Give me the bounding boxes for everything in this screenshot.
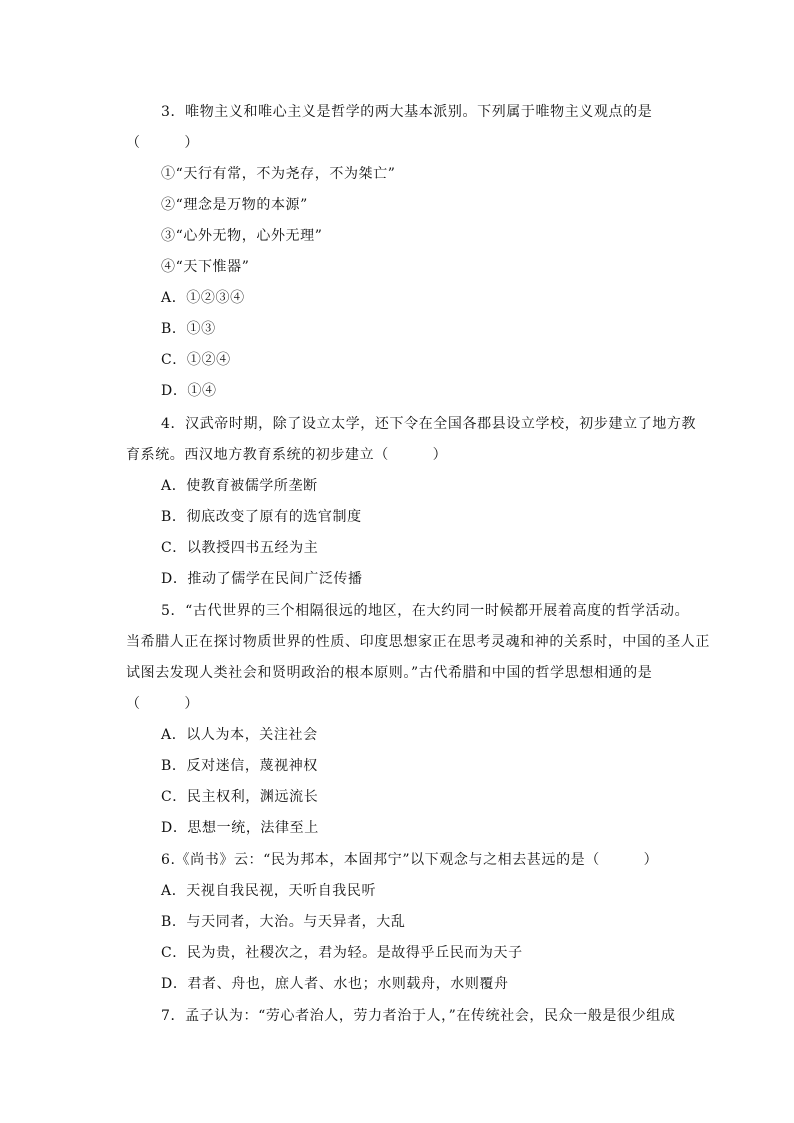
question-5-option-d: D．思想一统，法律至上 xyxy=(161,820,319,836)
question-3-option-d: D．①④ xyxy=(161,383,217,399)
question-3-option-b: B．①③ xyxy=(161,321,216,337)
question-5-option-a: A．以人为本，关注社会 xyxy=(161,727,318,743)
question-5-stem: 5．“古代世界的三个相隔很远的地区，在大约同一时候都开展着高度的哲学活动。 xyxy=(161,603,690,619)
question-4-option-a: A．使教育被儒学所垄断 xyxy=(161,478,318,494)
question-5-stem-cont-2: 试图去发现人类社会和贤明政治的根本原则。”古代希腊和中国的哲学思想相通的是 xyxy=(126,665,653,681)
question-5-stem-cont-1: 当希腊人正在探讨物质世界的性质、印度思想家正在思考灵魂和神的关系时，中国的圣人正 xyxy=(126,634,710,650)
question-6-stem: 6.《尚书》云：“民为邦本，本固邦宁”以下观念与之相去甚远的是（ ） xyxy=(161,852,659,868)
question-3-item-4: ④“天下惟器” xyxy=(161,259,250,275)
question-6-option-b: B．与天同者，大治。与天异者，大乱 xyxy=(161,914,406,930)
question-3-answer-blank: （ ） xyxy=(126,135,199,151)
question-5-answer-blank: （ ） xyxy=(126,696,199,712)
question-3-option-c: C．①②④ xyxy=(161,352,231,368)
question-3-option-a: A．①②③④ xyxy=(161,290,245,306)
question-3-item-1: ①“天行有常，不为尧存，不为桀亡” xyxy=(161,166,396,182)
question-4-stem-cont: 育系统。西汉地方教育系统的初步建立（ ） xyxy=(126,447,448,463)
question-6-option-a: A．天视自我民视，天听自我民听 xyxy=(161,883,377,899)
question-3-item-3: ③“心外无物，心外无理” xyxy=(161,228,323,244)
question-5-option-c: C．民主权利，渊远流长 xyxy=(161,789,319,805)
question-6-option-c: C．民为贵，社稷次之，君为轻。是故得乎丘民而为天子 xyxy=(161,945,523,961)
question-3-item-2: ②“理念是万物的本源” xyxy=(161,197,308,213)
question-4-option-d: D．推动了儒学在民间广泛传播 xyxy=(161,571,363,587)
question-6-option-d: D．君者、舟也，庶人者、水也；水则载舟，水则覆舟 xyxy=(161,976,509,992)
question-4-option-c: C．以教授四书五经为主 xyxy=(161,540,319,556)
question-4-stem: 4．汉武帝时期，除了设立太学，还下令在全国各郡县设立学校，初步建立了地方教 xyxy=(161,416,697,432)
question-7-stem: 7．孟子认为：“劳心者治人，劳力者治于人，”在传统社会，民众一般是很少组成 xyxy=(161,1008,676,1024)
question-3-stem: 3．唯物主义和唯心主义是哲学的两大基本派别。下列属于唯物主义观点的是 xyxy=(161,104,653,120)
question-5-option-b: B．反对迷信，蔑视神权 xyxy=(161,758,318,774)
question-4-option-b: B．彻底改变了原有的选官制度 xyxy=(161,509,362,525)
